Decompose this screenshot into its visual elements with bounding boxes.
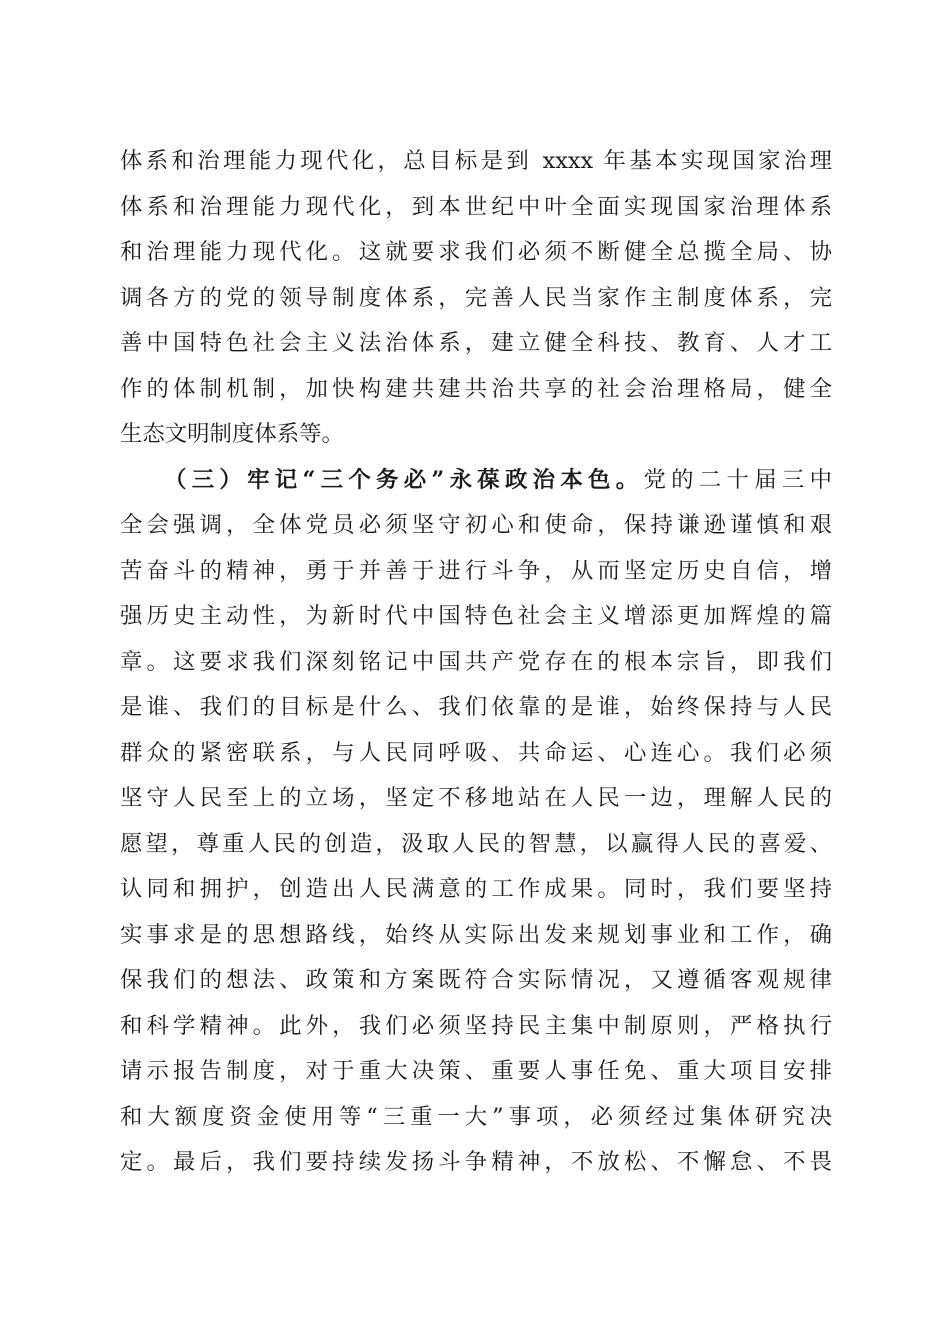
text-line: 和大额度资金使用等“三重一大”事项，必须经过集体研究决	[120, 1103, 832, 1130]
text-line: 请示报告制度，对于重大决策、重要人事任免、重大项目安排	[120, 1058, 832, 1084]
text-line: 体系和治理能力现代化，总目标是到 xxxx 年基本实现国家治理	[120, 148, 832, 174]
document-body	[120, 139, 832, 1186]
text-line: 强历史主动性，为新时代中国特色社会主义增添更加辉煌的篇	[120, 603, 832, 629]
text-line: 保我们的想法、政策和方案既符合实际情况，又遵循客观规律	[120, 967, 832, 993]
text-line: 生态文明制度体系等。	[120, 421, 344, 447]
text-line: 认同和拥护，创造出人民满意的工作成果。同时，我们要坚持	[120, 876, 832, 902]
text-line: 坚守人民至上的立场，坚定不移地站在人民一边，理解人民的	[120, 785, 832, 811]
text-line: 定。最后，我们要持续发扬斗争精神，不放松、不懈怠、不畏	[120, 1149, 832, 1175]
paragraph-governance	[120, 139, 832, 458]
text-line: 体系和治理能力现代化，到本世纪中叶全面实现国家治理体系	[120, 193, 832, 220]
paragraph-three-musts	[120, 458, 832, 1186]
text-line: 苦奋斗的精神，勇于并善于进行斗争，从而坚定历史自信，增	[120, 557, 832, 584]
section-heading: （三）牢记“三个务必”永葆政治本色。	[164, 466, 644, 493]
text-line: 愿望，尊重人民的创造，汲取人民的智慧，以赢得人民的喜爱、	[120, 830, 832, 857]
text-line: 是谁、我们的目标是什么、我们依靠的是谁，始终保持与人民	[120, 694, 832, 720]
text-line: 和科学精神。此外，我们必须坚持民主集中制原则，严格执行	[120, 1012, 832, 1039]
text-line: 善中国特色社会主义法治体系，建立健全科技、教育、人才工	[120, 330, 832, 356]
text-line: 群众的紧密联系，与人民同呼吸、共命运、心连心。我们必须	[120, 739, 832, 766]
heading-line-rest: 党的二十届三中	[643, 466, 832, 493]
text-line	[120, 458, 832, 504]
text-line: 作的体制机制，加快构建共建共治共享的社会治理格局，健全	[120, 375, 832, 402]
text-line: 全会强调，全体党员必须坚守初心和使命，保持谦逊谨慎和艰	[120, 512, 832, 538]
text-line: 和治理能力现代化。这就要求我们必须不断健全总揽全局、协	[120, 239, 832, 265]
text-line: 调各方的党的领导制度体系，完善人民当家作主制度体系，完	[120, 284, 832, 311]
text-line: 章。这要求我们深刻铭记中国共产党存在的根本宗旨，即我们	[120, 648, 832, 675]
text-line: 实事求是的思想路线，始终从实际出发来规划事业和工作，确	[120, 921, 832, 948]
